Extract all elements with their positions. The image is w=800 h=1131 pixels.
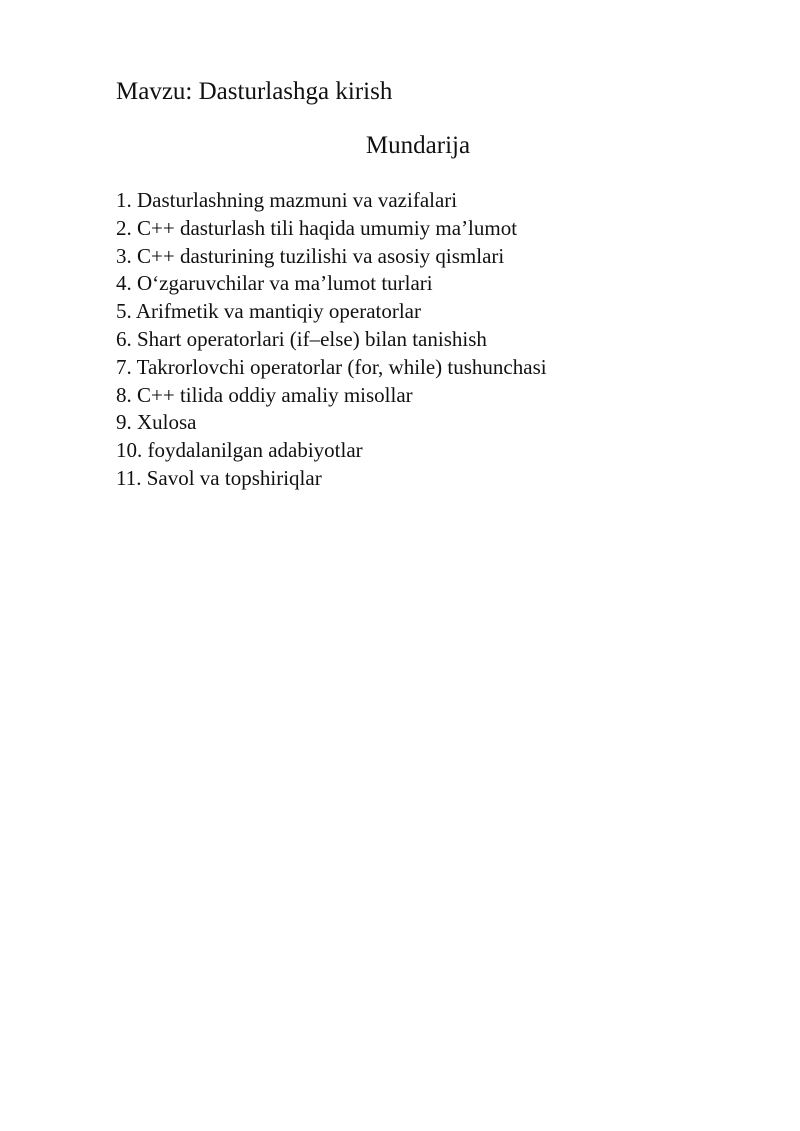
toc-item: 4. O‘zgaruvchilar va ma’lumot turlari (116, 271, 433, 296)
toc-item: 8. C++ tilida oddiy amaliy misollar (116, 382, 413, 407)
toc-item: 10. foydalanilgan adabiyotlar (116, 438, 363, 463)
toc-item: 11. Savol va topshiriqlar (116, 465, 322, 490)
toc-heading: Mundarija (365, 132, 471, 159)
toc-item: 1. Dasturlashning mazmuni va vazifalari (116, 188, 458, 212)
toc-item: 2. C++ dasturlash tili haqida umumiy ma’lumot (116, 215, 518, 240)
toc-list (116, 187, 547, 493)
toc-item: 6. Shart operatorlari (if–else) bilan tanishish (116, 326, 487, 351)
toc-item: 7. Takrorlovchi operatorlar (for, while) tushunchasi (116, 354, 547, 379)
topic-title: Mavzu: Dasturlashga kirish (116, 78, 393, 105)
toc-item: 5. Arifmetik va mantiqiy operatorlar (116, 299, 421, 324)
toc-item: 9. Xulosa (116, 410, 197, 435)
toc-item: 3. C++ dasturining tuzilishi va asosiy qismlari (116, 243, 505, 268)
